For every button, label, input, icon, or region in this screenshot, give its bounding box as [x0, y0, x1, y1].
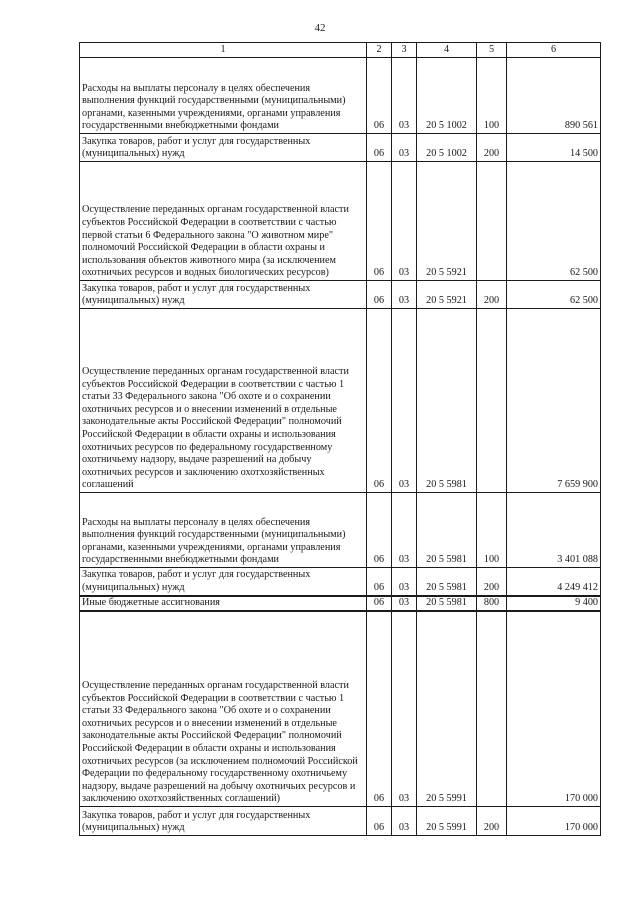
column-header: 3 [392, 43, 417, 58]
row-name: Закупка товаров, работ и услуг для государственных (муниципальных) нужд [80, 807, 367, 836]
header-row [80, 43, 601, 58]
row-sum: 4 249 412 [507, 568, 601, 596]
row-sum: 3 401 088 [507, 493, 601, 568]
row-section: 06 [367, 493, 392, 568]
row-section: 06 [367, 611, 392, 807]
table-row [80, 309, 601, 493]
row-subsection: 03 [392, 568, 417, 596]
column-header: 5 [477, 43, 507, 58]
row-expense-type: 100 [477, 58, 507, 134]
table-row [80, 568, 601, 596]
table-row [80, 611, 601, 807]
row-target-article: 20 5 5981 [417, 596, 477, 611]
row-expense-type [477, 309, 507, 493]
row-subsection: 03 [392, 309, 417, 493]
row-subsection: 03 [392, 596, 417, 611]
page-number: 42 [314, 22, 326, 34]
row-expense-type: 200 [477, 134, 507, 162]
row-section: 06 [367, 281, 392, 309]
row-target-article: 20 5 1002 [417, 58, 477, 134]
row-target-article: 20 5 5981 [417, 568, 477, 596]
table-row [80, 281, 601, 309]
table-row [80, 58, 601, 134]
row-subsection: 03 [392, 281, 417, 309]
row-name: Закупка товаров, работ и услуг для государственных (муниципальных) нужд [80, 568, 367, 596]
row-sum: 890 561 [507, 58, 601, 134]
row-expense-type: 200 [477, 281, 507, 309]
row-sum: 62 500 [507, 281, 601, 309]
table-row [80, 162, 601, 281]
row-name: Закупка товаров, работ и услуг для государственных (муниципальных) нужд [80, 134, 367, 162]
row-sum: 7 659 900 [507, 309, 601, 493]
row-name: Осуществление переданных органам государственной власти субъектов Российской Федерации в соответствии с частью 1 статьи 33 Федерального закона "Об охоте и о сохранении охотничьих ресурсов и о внесении изменений в отдельные законодательные акты Российской Федерации" полномочий Российской Федерации в области охраны и использования охотничьих ресурсов по федеральному государственному охотничьему надзору, выдаче разрешений на добычу охотничьих ресурсов и заключению охотхозяйственных соглашений [80, 309, 367, 493]
row-expense-type: 200 [477, 807, 507, 836]
row-expense-type [477, 162, 507, 281]
row-section: 06 [367, 807, 392, 836]
table-row [80, 807, 601, 836]
row-subsection: 03 [392, 162, 417, 281]
row-subsection: 03 [392, 134, 417, 162]
row-sum: 9 400 [507, 596, 601, 611]
row-name: Расходы на выплаты персоналу в целях обеспечения выполнения функций государственными (муниципальными) органами, казенными учреждениями, органами управления государственными внебюджетными фондами [80, 493, 367, 568]
row-expense-type: 800 [477, 596, 507, 611]
row-subsection: 03 [392, 807, 417, 836]
row-expense-type: 200 [477, 568, 507, 596]
row-section: 06 [367, 596, 392, 611]
column-header: 1 [80, 43, 367, 58]
row-target-article: 20 5 1002 [417, 134, 477, 162]
row-sum: 62 500 [507, 162, 601, 281]
table-row [80, 493, 601, 568]
column-header: 2 [367, 43, 392, 58]
column-header: 6 [507, 43, 601, 58]
table-row [80, 596, 601, 611]
row-sum: 170 000 [507, 807, 601, 836]
table-row [80, 134, 601, 162]
row-sum: 14 500 [507, 134, 601, 162]
row-target-article: 20 5 5981 [417, 493, 477, 568]
budget-table [79, 42, 601, 836]
row-section: 06 [367, 134, 392, 162]
row-name: Осуществление переданных органам государственной власти субъектов Российской Федерации в соответствии с частью 1 статьи 33 Федерального закона "Об охоте и о сохранении охотничьих ресурсов и о внесении изменений в отдельные законодательные акты Российской Федерации" полномочий Российской Федерации в области охраны и использования охотничьих ресурсов (за исключением полномочий Российской Федерации по федеральному государственному охотничьему надзору, выдаче разрешений на добычу охотничьих ресурсов и заключению охотхозяйственных соглашений) [80, 611, 367, 807]
row-target-article: 20 5 5921 [417, 162, 477, 281]
row-section: 06 [367, 58, 392, 134]
row-expense-type: 100 [477, 493, 507, 568]
row-target-article: 20 5 5921 [417, 281, 477, 309]
column-header: 4 [417, 43, 477, 58]
row-target-article: 20 5 5991 [417, 611, 477, 807]
row-expense-type [477, 611, 507, 807]
row-target-article: 20 5 5981 [417, 309, 477, 493]
row-subsection: 03 [392, 58, 417, 134]
row-name: Осуществление переданных органам государственной власти субъектов Российской Федерации в соответствии с частью первой статьи 6 Федерального закона "О животном мире" полномочий Российской Федерации в области охраны и использования объектов животного мира (за исключением охотничьих ресурсов и водных биологических ресурсов) [80, 162, 367, 281]
row-name: Расходы на выплаты персоналу в целях обеспечения выполнения функций государственными (муниципальными) органами, казенными учреждениями, органами управления государственными внебюджетными фондами [80, 58, 367, 134]
row-name: Иные бюджетные ассигнования [80, 596, 367, 611]
row-subsection: 03 [392, 493, 417, 568]
row-target-article: 20 5 5991 [417, 807, 477, 836]
row-sum: 170 000 [507, 611, 601, 807]
row-section: 06 [367, 568, 392, 596]
row-subsection: 03 [392, 611, 417, 807]
row-name: Закупка товаров, работ и услуг для государственных (муниципальных) нужд [80, 281, 367, 309]
row-section: 06 [367, 162, 392, 281]
row-section: 06 [367, 309, 392, 493]
